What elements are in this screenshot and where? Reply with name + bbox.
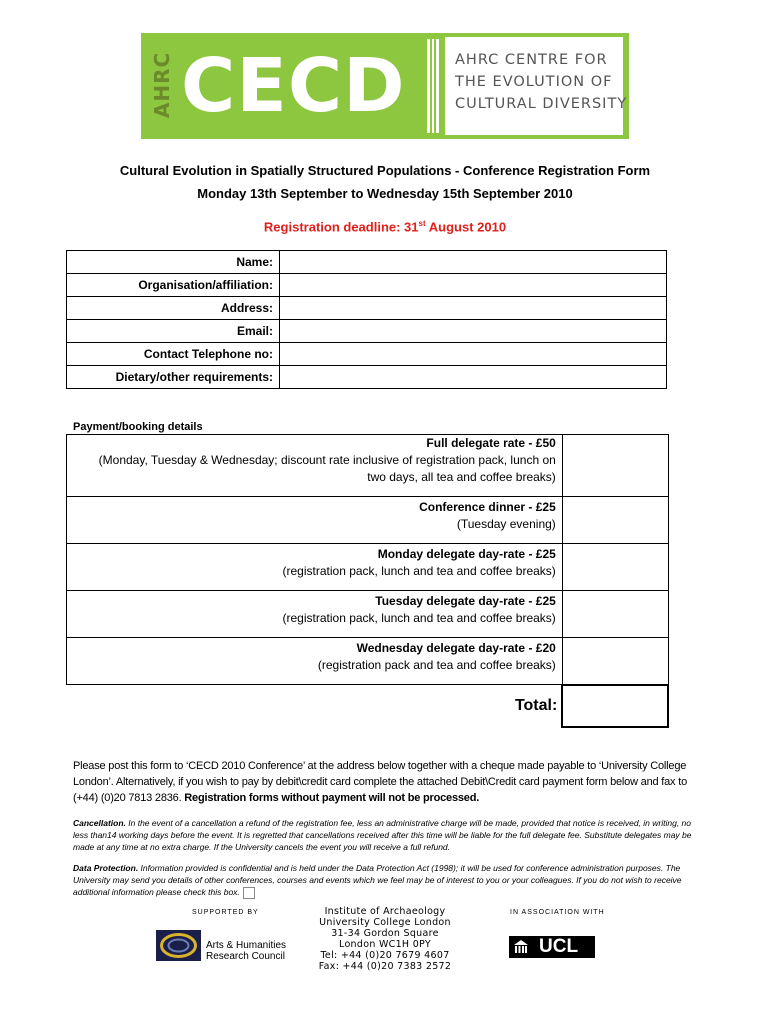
details-row-address	[67, 297, 667, 320]
opt-out-checkbox[interactable]	[243, 887, 255, 899]
payment-detail: (Monday, Tuesday & Wednesday; discount rate inclusive of registration pack, lunch on two days, all tea and coffee breaks)	[98, 453, 556, 484]
personal-details-table	[66, 250, 667, 389]
ucl-logo	[509, 936, 595, 958]
payment-row	[67, 544, 669, 591]
payment-row	[67, 435, 669, 497]
payment-table	[66, 434, 669, 728]
email-field[interactable]	[280, 320, 667, 343]
ahrc-council-logo	[156, 930, 201, 961]
name-field[interactable]	[280, 251, 667, 274]
association-label: IN ASSOCIATION WITH	[510, 909, 605, 916]
payment-heading: Full delegate rate - £50	[426, 436, 556, 450]
supported-by-label: SUPPORTED BY	[192, 909, 259, 916]
dietary-label: Dietary/other requirements:	[67, 366, 280, 389]
ucl-portico-icon	[513, 939, 529, 955]
payment-row	[67, 638, 669, 685]
payment-instructions: Please post this form to ‘CECD 2010 Conference’ at the address below together with a cheque made payable to ‘University College London’. Alternatively, if you wish to pay by debit\credit card complete the attached Debit\Credit card payment form below and fax to (+44) (0)20 7813 2836. Registration forms without payment will not be processed.	[73, 760, 687, 804]
details-row-dietary	[67, 366, 667, 389]
monday-amount-box[interactable]	[562, 544, 668, 591]
cecd-logo	[141, 33, 629, 139]
details-row-name	[67, 251, 667, 274]
council-name: Arts & Humanities Research Council	[206, 940, 287, 962]
contact-address: Institute of Archaeology University College London 31-34 Gordon Square London WC1H 0PY Tel: +44 (0)20 7679 4607 Fax: +44 (0)20 7383 2572	[318, 906, 452, 972]
logo-divider-bars	[427, 39, 441, 133]
form-title: Cultural Evolution in Spatially Structured Populations - Conference Registration Form	[119, 163, 651, 178]
dinner-amount-box[interactable]	[562, 497, 668, 544]
payment-description	[67, 497, 563, 544]
tuesday-amount-box[interactable]	[562, 591, 668, 638]
cecd-logo-text: CECD	[181, 43, 406, 129]
data-protection-notice: Data Protection. Information provided is confidential and is held under the Data Protection Act (1998); it will be used for conference administration purposes. The University may send you details of other conferences, courses and events which we feel may be of interest to you or your colleagues. If you do not wish to receive additional information please check this box.	[73, 863, 682, 897]
payment-heading: Wednesday delegate day-rate - £20	[356, 641, 556, 655]
details-row-telephone	[67, 343, 667, 366]
logo-tagline: AHRC CENTRE FOR THE EVOLUTION OF CULTURAL DIVERSITY	[445, 37, 623, 135]
details-row-organisation	[67, 274, 667, 297]
payment-description	[67, 435, 563, 497]
organisation-field[interactable]	[280, 274, 667, 297]
address-label: Address:	[67, 297, 280, 320]
details-row-email	[67, 320, 667, 343]
name-label: Name:	[67, 251, 280, 274]
conference-dates: Monday 13th September to Wednesday 15th September 2010	[197, 186, 573, 201]
payment-row	[67, 591, 669, 638]
cancellation-policy: Cancellation. In the event of a cancellation a refund of the registration fee, less an administrative charge will be made, provided that notice is received, in writing, no less than14 working days before the event. It is regretted that cancellations received after this time will be liable for the full delegate fee. Substitute delegates may be made at any time at no extra charge. If the University cancels the event you will receive a full refund.	[73, 818, 692, 852]
payment-row	[67, 497, 669, 544]
payment-detail: (registration pack, lunch and tea and coffee breaks)	[282, 564, 556, 578]
payment-detail: (registration pack, lunch and tea and coffee breaks)	[282, 611, 556, 625]
payment-detail: (Tuesday evening)	[456, 517, 556, 531]
payment-description	[67, 638, 563, 685]
registration-deadline: Registration deadline: 31st August 2010	[263, 219, 507, 235]
ahrc-side-text: AHRC	[150, 51, 174, 119]
payment-section-title: Payment/booking details	[73, 421, 203, 433]
total-row	[67, 685, 669, 727]
full-delegate-amount-box[interactable]	[562, 435, 668, 497]
email-label: Email:	[67, 320, 280, 343]
organisation-label: Organisation/affiliation:	[67, 274, 280, 297]
total-label: Total:	[67, 685, 563, 727]
payment-heading: Conference dinner - £25	[419, 500, 556, 514]
payment-detail: (registration pack and tea and coffee breaks)	[317, 658, 556, 672]
payment-heading: Tuesday delegate day-rate - £25	[375, 594, 556, 608]
wednesday-amount-box[interactable]	[562, 638, 668, 685]
address-field[interactable]	[280, 297, 667, 320]
payment-heading: Monday delegate day-rate - £25	[377, 547, 556, 561]
payment-description	[67, 544, 563, 591]
telephone-label: Contact Telephone no:	[67, 343, 280, 366]
telephone-field[interactable]	[280, 343, 667, 366]
payment-description	[67, 591, 563, 638]
dietary-field[interactable]	[280, 366, 667, 389]
total-amount-box[interactable]	[562, 685, 668, 727]
ucl-text: UCL	[539, 936, 579, 957]
